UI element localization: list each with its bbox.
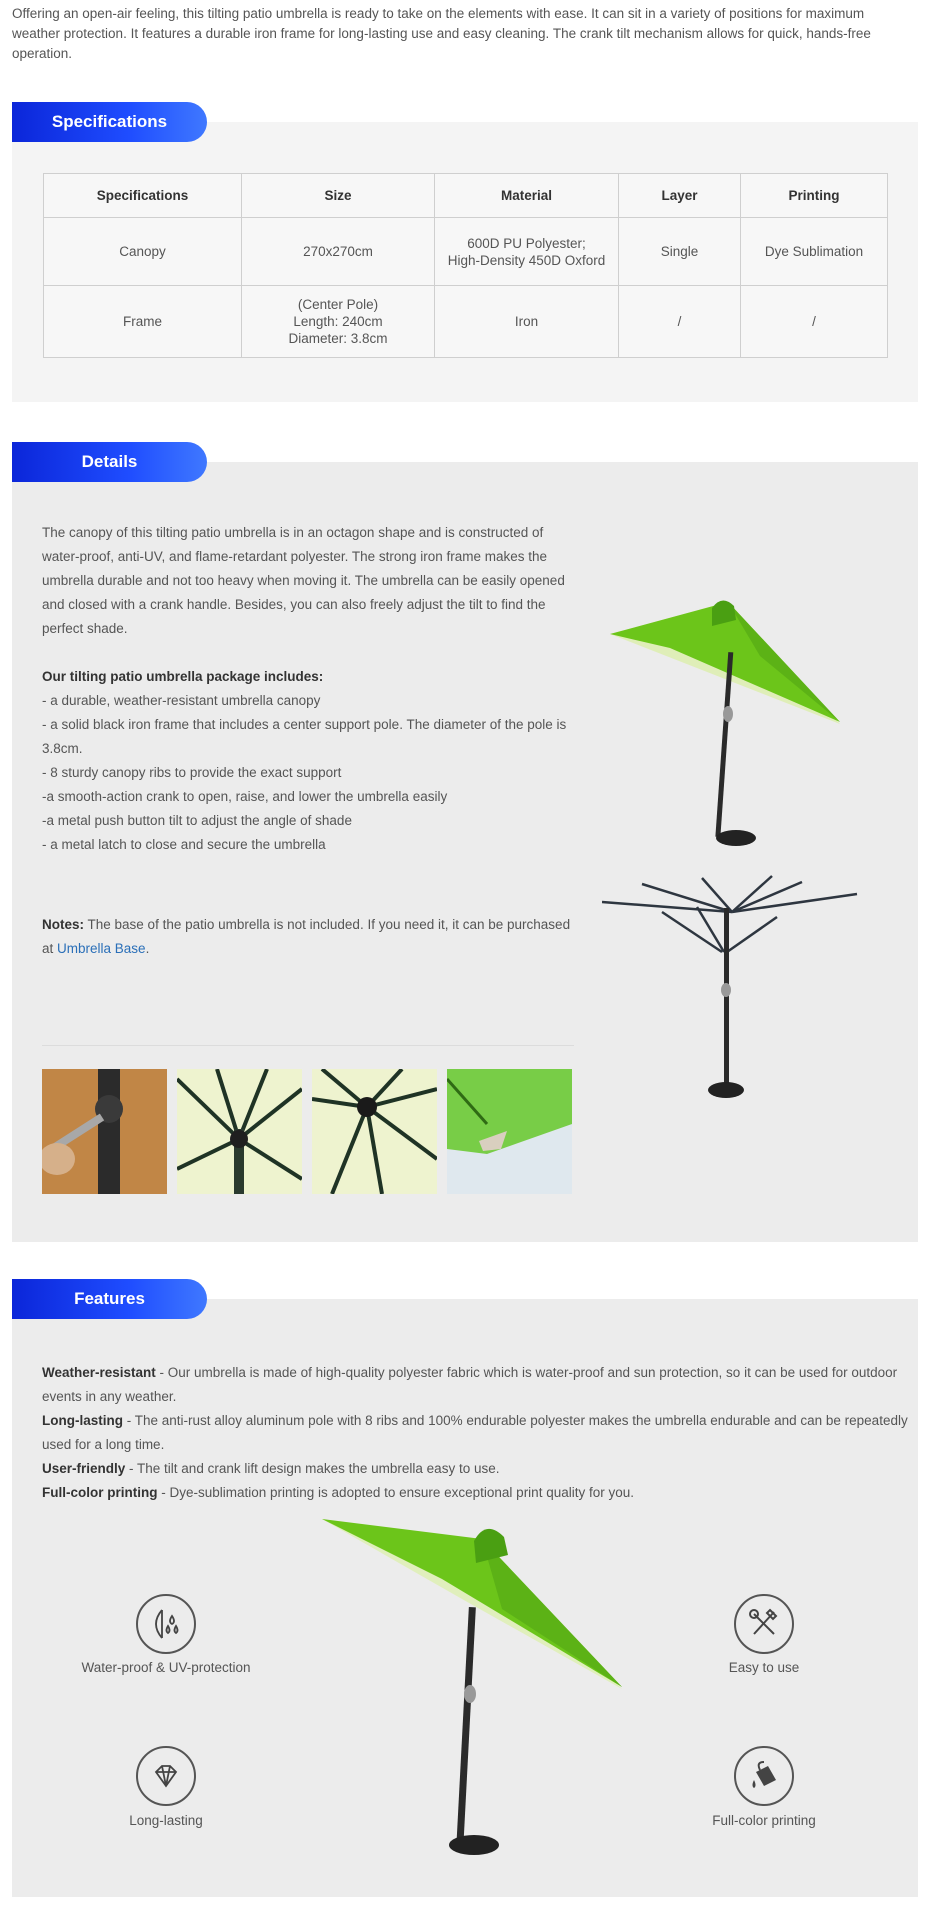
open-umbrella-image [610,592,850,852]
tools-icon [734,1594,794,1654]
specifications-section [12,102,918,402]
details-banner: Details [12,442,207,482]
table-row [44,286,888,358]
table-header: Material [435,174,619,218]
cell-line: Length: 240cm [293,314,383,329]
umbrella-base-link[interactable]: Umbrella Base [57,941,146,956]
pole [715,652,733,837]
features-banner: Features [12,1279,207,1319]
table-cell: Iron [435,286,619,358]
feature-title: Full-color printing [42,1485,158,1500]
feature-item [42,1481,912,1505]
feature-desc: - Dye-sublimation printing is adopted to ensure exceptional print quality for you. [157,1485,634,1500]
pole [456,1607,476,1847]
table-row [44,218,888,286]
cell-line: (Center Pole) [297,297,379,312]
canopy-vent [474,1529,508,1563]
feature-title: Weather-resistant [42,1365,156,1380]
list-item: - a solid black iron frame that includes a center support pole. The diameter of the pole is 3.8cm. [42,717,567,756]
specifications-table [43,173,888,358]
waterproof-label: Water-proof & UV-protection [81,1660,251,1675]
thumbnail-crank [42,1069,167,1194]
crank [464,1685,476,1703]
table-cell [242,286,435,358]
feature-title: User-friendly [42,1461,126,1476]
details-paragraph: The canopy of this tilting patio umbrella is in an octagon shape and is constructed of water-proof, anti-UV, and flame-retardant polyester. The strong iron frame makes the umbrella durable and not too heavy when moving it. The umbrella can be easily opened and closed with a crank handle. Besides, you can also freely adjust the tilt to find the perfect shade. [42,525,565,636]
cell-line: 600D PU Polyester; [467,235,586,251]
easy-label: Easy to use [728,1660,800,1675]
cell-line: High-Density 450D Oxford [447,252,606,268]
thumbnail-hub [312,1069,437,1194]
table-cell: 270x270cm [242,218,435,286]
list-item: - a metal latch to close and secure the umbrella [42,837,326,852]
divider [42,1045,574,1046]
table-cell: Canopy [44,218,242,286]
list-item: -a smooth-action crank to open, raise, and lower the umbrella easily [42,789,448,804]
details-text [42,521,584,961]
specifications-banner: Specifications [12,102,207,142]
thumbnail-ribs [177,1069,302,1194]
features-umbrella-image [322,1519,632,1859]
notes-label: Notes: [42,917,85,932]
feature-item [42,1457,912,1481]
table-cell: / [741,286,888,358]
feature-desc: - The tilt and crank lift design makes the umbrella easy to use. [125,1461,500,1476]
frame-ribs [602,876,857,952]
notes [42,913,584,961]
long-lasting-label: Long-lasting [129,1813,203,1828]
crank [723,706,733,722]
table-cell: Single [619,218,741,286]
waterproof-icon [136,1594,196,1654]
details-section [12,442,918,1242]
table-cell [435,218,619,286]
list-item: - 8 sturdy canopy ribs to provide the exact support [42,765,342,780]
feature-item [42,1361,912,1409]
features-text [42,1361,912,1505]
feature-item [42,1409,912,1457]
table-header: Specifications [44,174,242,218]
table-header: Size [242,174,435,218]
pole [724,908,729,1088]
table-cell: Dye Sublimation [741,218,888,286]
table-header: Printing [741,174,888,218]
table-cell: / [619,286,741,358]
package-title: Our tilting patio umbrella package includes: [42,669,324,684]
list-item: -a metal push button tilt to adjust the angle of shade [42,813,352,828]
crank [721,983,731,997]
feature-desc: - Our umbrella is made of high-quality polyester fabric which is water-proof and sun protection, so it can be used for outdoor events in any weather. [42,1365,898,1404]
cell-line: Diameter: 3.8cm [288,331,388,346]
base [708,1082,744,1098]
notes-end: . [145,941,150,956]
notes-text: The base of the patio umbrella is not included. If you need it, it can be purchased at [42,917,571,956]
feature-desc: - The anti-rust alloy aluminum pole with 8 ribs and 100% endurable polyester makes the umbrella endurable and can be repeatedly used for a long time. [42,1413,908,1452]
thumbnail-canopy-edge [447,1069,572,1194]
base [449,1835,499,1855]
table-header: Layer [619,174,741,218]
umbrella-frame-image [602,872,862,1112]
feature-title: Long-lasting [42,1413,123,1428]
list-item: - a durable, weather-resistant umbrella canopy [42,693,321,708]
table-cell: Frame [44,286,242,358]
features-section [12,1279,918,1905]
base [716,830,756,846]
diamond-icon [136,1746,196,1806]
paint-bucket-icon [734,1746,794,1806]
intro-paragraph: Offering an open-air feeling, this tilting patio umbrella is ready to take on the elements with ease. It can sit in a variety of positions for maximum weather protection. It features a durable iron frame for long-lasting use and easy cleaning. The crank tilt mechanism allows for quick, hands-free operation. [12,6,871,61]
table-header-row [44,174,888,218]
full-color-label: Full-color printing [712,1813,816,1828]
